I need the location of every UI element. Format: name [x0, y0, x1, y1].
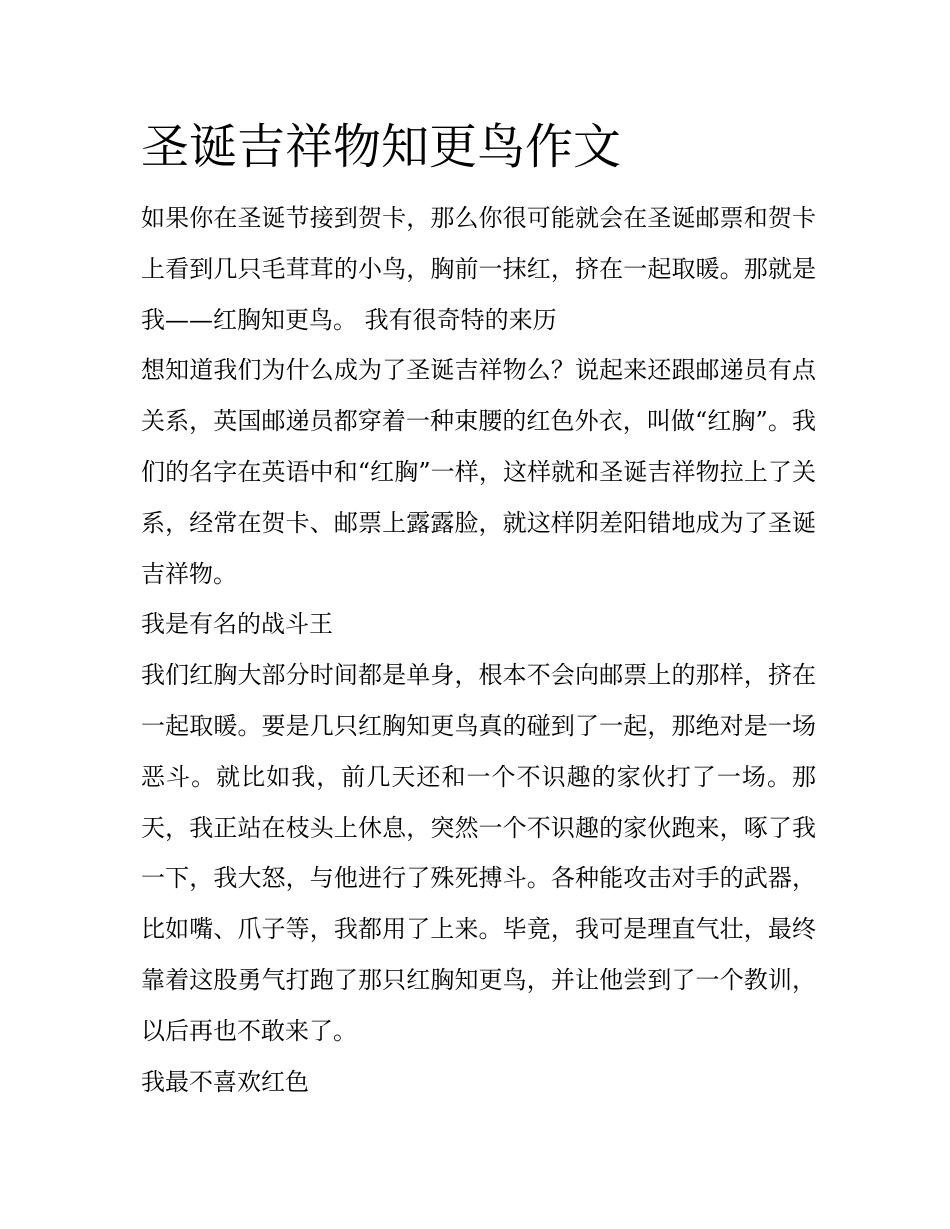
document-title: 圣诞吉祥物知更鸟作文 — [141, 119, 622, 175]
paragraph-fight: 我们红胸大部分时间都是单身，根本不会向邮票上的那样，挤在一起取暖。要是几只红胸知更鸟真的碰到了一起，那绝对是一场恶斗。就比如我，前几天还和一个不识趣的家伙打了一场。那天，我正站在枝头上休息，突然一个不识趣的家伙跑来，啄了我一下，我大怒，与他进行了殊死搏斗。各种能攻击对手的武器，比如嘴、爪子等，我都用了上来。毕竟，我可是理直气壮，最终靠着这股勇气打跑了那只红胸知更鸟，并让他尝到了一个教训，以后再也不敢来了。 — [141, 661, 816, 1045]
paragraph-origin: 想知道我们为什么成为了圣诞吉祥物么？说起来还跟邮递员有点关系，英国邮递员都穿着一种束腰的红色外衣，叫做“红胸”。我们的名字在英语中和“红胸”一样，这样就和圣诞吉祥物拉上了关系，经常在贺卡、邮票上露露脸，就这样阴差阳错地成为了圣诞吉祥物。 — [141, 356, 816, 588]
section-heading-fighter: 我是有名的战斗王 — [141, 610, 333, 639]
paragraph-intro: 如果你在圣诞节接到贺卡，那么你很可能就会在圣诞邮票和贺卡上看到几只毛茸茸的小鸟，胸前一抹红，挤在一起取暖。那就是我——红胸知更鸟。 我有很奇特的来历 — [141, 204, 816, 334]
document-body — [141, 113, 816, 1107]
section-heading-red: 我最不喜欢红色 — [141, 1067, 309, 1096]
